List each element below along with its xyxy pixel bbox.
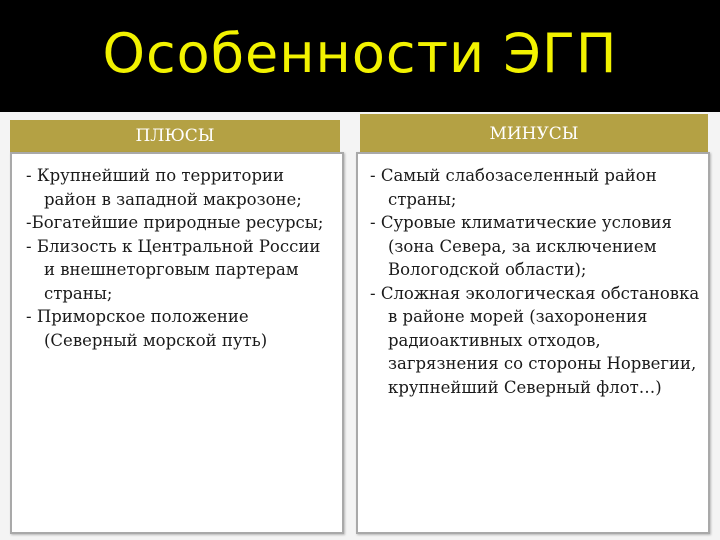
pros-item: -Богатейшие природные ресурсы;: [26, 213, 324, 232]
cons-box: [356, 152, 710, 534]
cons-item: - Сложная экологическая обстановка в районе морей (захоронения радиоактивных отходов, загрязнения со стороны Норвегии, крупнейший Северный флот…): [370, 283, 700, 397]
cons-item: - Самый слабозаселенный район страны;: [370, 166, 657, 209]
pros-box: [10, 152, 344, 534]
pros-list: [12, 154, 342, 352]
slide-title: Особенности ЭГП: [102, 22, 618, 85]
pros-item: - Приморское положение (Северный морской путь): [26, 307, 268, 350]
pros-header: ПЛЮСЫ: [10, 120, 340, 152]
pros-item: - Близость к Центральной России и внешнеторговым партерам страны;: [26, 236, 321, 303]
cons-item: - Суровые климатические условия (зона Севера, за исключением Вологодской области);: [370, 213, 672, 279]
pros-item: - Крупнейший по территории район в западной макрозоне;: [26, 166, 302, 209]
cons-list: [358, 154, 708, 399]
cons-header: МИНУСЫ: [360, 114, 708, 154]
